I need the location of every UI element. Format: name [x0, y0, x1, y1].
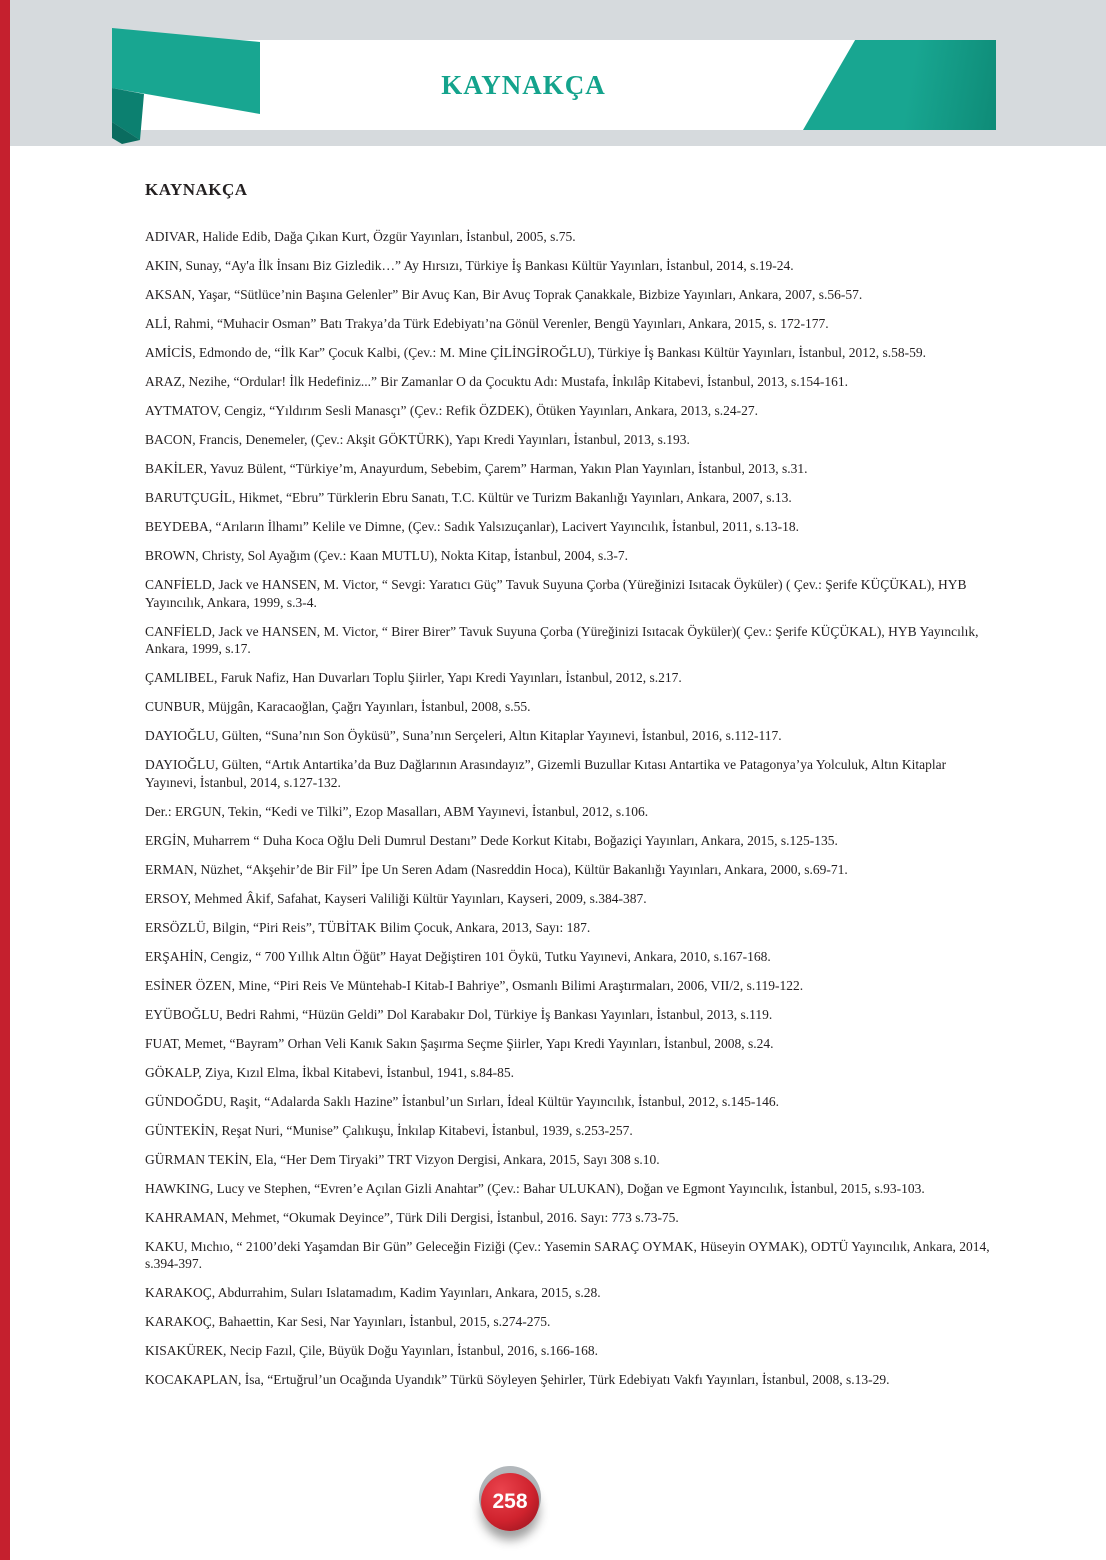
header-title-band: [136, 40, 996, 130]
left-edge-stripe: [0, 0, 10, 1560]
bibliography-entry: AYTMATOV, Cengiz, “Yıldırım Sesli Manasçı” (Çev.: Refik ÖZDEK), Ötüken Yayınları, Ankara, 2013, s.24-27.: [145, 403, 759, 418]
bibliography-entry: EYÜBOĞLU, Bedri Rahmi, “Hüzün Geldi” Dol Karabakır Dol, Türkiye İş Bankası Yayınları, İstanbul, 2013, s.119.: [145, 1006, 773, 1022]
bibliography-entry: BAKİLER, Yavuz Bülent, “Türkiye’m, Anayurdum, Sebebim, Çarem” Harman, Yakın Plan Yayınları, İstanbul, 2013, s.31.: [145, 461, 808, 476]
bibliography-entry: ERGİN, Muharrem “ Duha Koca Oğlu Deli Dumrul Destanı” Dede Korkut Kitabı, Boğaziçi Yayınları, Ankara, 2015, s.125-135.: [145, 832, 838, 848]
bibliography-entry: ERMAN, Nüzhet, “Akşehir’de Bir Fil” İpe Un Seren Adam (Nasreddin Hoca), Kültür Bakanlığı Yayınları, Ankara, 2000, s.69-71.: [145, 861, 848, 877]
ribbon-decoration-left: [110, 26, 260, 144]
bibliography-entry: AMİCİS, Edmondo de, “İlk Kar” Çocuk Kalbi, (Çev.: M. Mine ÇİLİNGİROĞLU), Türkiye İş Bankası Kültür Yayınları, İstanbul, 2012, s.58-59.: [145, 345, 927, 360]
bibliography-entry: ERSÖZLÜ, Bilgin, “Piri Reis”, TÜBİTAK Bilim Çocuk, Ankara, 2013, Sayı: 187.: [145, 919, 591, 935]
bibliography-entry: FUAT, Memet, “Bayram” Orhan Veli Kanık Sakın Şaşırma Seçme Şiirler, Yapı Kredi Yayınları, İstanbul, 2008, s.24.: [145, 1035, 774, 1051]
bibliography-entry: CUNBUR, Müjgân, Karacaoğlan, Çağrı Yayınları, İstanbul, 2008, s.55.: [145, 699, 531, 714]
header-title: KAYNAKÇA: [441, 70, 606, 100]
bibliography-entry: DAYIOĞLU, Gülten, “Suna’nın Son Öyküsü”, Suna’nın Serçeleri, Altın Kitaplar Yayınevi, İstanbul, 2016, s.112-117.: [145, 728, 782, 743]
bibliography-entry: KISAKÜREK, Necip Fazıl, Çile, Büyük Doğu Yayınları, İstanbul, 2016, s.166-168.: [145, 1343, 598, 1358]
bibliography-entry: KOCAKAPLAN, İsa, “Ertuğrul’un Ocağında Uyandık” Türkü Söyleyen Şehirler, Türk Edebiyatı Vakfı Yayınları, İstanbul, 2008, s.13-29.: [145, 1372, 890, 1387]
bibliography-entry: KARAKOÇ, Abdurrahim, Suları Islatamadım, Kadim Yayınları, Ankara, 2015, s.28.: [145, 1285, 601, 1300]
bibliography-entry: KAKU, Mıchıo, “ 2100’deki Yaşamdan Bir Gün” Geleceğin Fiziği (Çev.: Yasemin SARAÇ OYMAK, Hüseyin OYMAK), ODTÜ Yayıncılık, Ankara, 2014, s.394-397.: [145, 1238, 990, 1271]
bibliography-entry: GÜNTEKİN, Reşat Nuri, “Munise” Çalıkuşu, İnkılap Kitabevi, İstanbul, 1939, s.253-257.: [145, 1122, 633, 1138]
bibliography-entry: CANFİELD, Jack ve HANSEN, M. Victor, “ Birer Birer” Tavuk Suyuna Çorba (Yüreğinizi Isıtacak Öyküler)( Çev.: Şerife KÜÇÜKAL), HYB Yayıncılık, Ankara, 1999, s.17.: [145, 623, 979, 656]
bibliography-entry: ADIVAR, Halide Edib, Dağa Çıkan Kurt, Özgür Yayınları, İstanbul, 2005, s.75.: [145, 229, 576, 244]
bibliography-list: [145, 228, 990, 1389]
bibliography-entry: AKSAN, Yaşar, “Sütlüce’nin Başına Gelenler” Bir Avuç Kan, Bir Avuç Toprak Çanakkale, Bizbize Yayınları, Ankara, 2007, s.56-57.: [145, 287, 863, 302]
bibliography-entry: HAWKING, Lucy ve Stephen, “Evren’e Açılan Gizli Anahtar” (Çev.: Bahar ULUKAN), Doğan ve Egmont Yayıncılık, İstanbul, 2015, s.93-103.: [145, 1180, 925, 1196]
bibliography-entry: BROWN, Christy, Sol Ayağım (Çev.: Kaan MUTLU), Nokta Kitap, İstanbul, 2004, s.3-7.: [145, 548, 628, 563]
badge-circle: [481, 1473, 539, 1531]
bibliography-entry: ALİ, Rahmi, “Muhacir Osman” Batı Trakya’da Türk Edebiyatı’na Gönül Verenler, Bengü Yayınları, Ankara, 2015, s. 172-177.: [145, 316, 829, 331]
bibliography-entry: ÇAMLIBEL, Faruk Nafiz, Han Duvarları Toplu Şiirler, Yapı Kredi Yayınları, İstanbul, 2012, s.217.: [145, 670, 682, 685]
section-heading: KAYNAKÇA: [145, 180, 248, 199]
bibliography-entry: DAYIOĞLU, Gülten, “Artık Antartika’da Buz Dağlarının Arasındayız”, Gizemli Buzullar Kıtası Antartika ve Patagonya’ya Yolculuk, Altın Kitaplar Yayınevi, İstanbul, 2014, s.127-132.: [145, 757, 947, 790]
bibliography-entry: CANFİELD, Jack ve HANSEN, M. Victor, “ Sevgi: Yaratıcı Güç” Tavuk Suyuna Çorba (Yüreğinizi Isıtacak Öyküler) ( Çev.: Şerife KÜÇÜKAL), HYB Yayıncılık, Ankara, 1999, s.3-4.: [145, 577, 967, 610]
bibliography-entry: BARUTÇUGİL, Hikmet, “Ebru” Türklerin Ebru Sanatı, T.C. Kültür ve Turizm Bakanlığı Yayınları, Ankara, 2007, s.13.: [145, 490, 792, 505]
bibliography-entry: KAHRAMAN, Mehmet, “Okumak Deyince”, Türk Dili Dergisi, İstanbul, 2016. Sayı: 773 s.73-75.: [145, 1209, 679, 1225]
bibliography-entry: KARAKOÇ, Bahaettin, Kar Sesi, Nar Yayınları, İstanbul, 2015, s.274-275.: [145, 1314, 551, 1329]
bibliography-entry: Der.: ERGUN, Tekin, “Kedi ve Tilki”, Ezop Masalları, ABM Yayınevi, İstanbul, 2012, s.106.: [145, 803, 649, 819]
bibliography-entry: BACON, Francis, Denemeler, (Çev.: Akşit GÖKTÜRK), Yapı Kredi Yayınları, İstanbul, 2013, s.193.: [145, 432, 690, 447]
bibliography-entry: ERSOY, Mehmed Âkif, Safahat, Kayseri Valiliği Kültür Yayınları, Kayseri, 2009, s.384-387.: [145, 890, 647, 906]
bibliography-entry: AKIN, Sunay, “Ay'a İlk İnsanı Biz Gizledik…” Ay Hırsızı, Türkiye İş Bankası Kültür Yayınları, İstanbul, 2014, s.19-24.: [145, 258, 794, 273]
bibliography-entry: BEYDEBA, “Arıların İlhamı” Kelile ve Dimne, (Çev.: Sadık Yalsızuçanlar), Lacivert Yayıncılık, İstanbul, 2011, s.13-18.: [145, 519, 799, 534]
bibliography-section: [145, 180, 990, 1400]
bibliography-entry: ERŞAHİN, Cengiz, “ 700 Yıllık Altın Öğüt” Hayat Değiştiren 101 Öykü, Tutku Yayınevi, Ankara, 2010, s.167-168.: [145, 948, 771, 964]
page-number-badge: [478, 1464, 542, 1540]
bibliography-entry: ESİNER ÖZEN, Mine, “Piri Reis Ve Müntehab-I Kitab-I Bahriye”, Osmanlı Bilimi Araştırmaları, 2006, VII/2, s.119-122.: [145, 977, 804, 993]
bibliography-entry: GÖKALP, Ziya, Kızıl Elma, İkbal Kitabevi, İstanbul, 1941, s.84-85.: [145, 1064, 514, 1080]
bibliography-entry: ARAZ, Nezihe, “Ordular! İlk Hedefiniz...” Bir Zamanlar O da Çocuktu Adı: Mustafa, İnkılâp Kitabevi, İstanbul, 2013, s.154-161.: [145, 374, 848, 389]
bibliography-entry: GÜNDOĞDU, Raşit, “Adalarda Saklı Hazine” İstanbul’un Sırları, İdeal Kültür Yayıncılık, İstanbul, 2012, s.145-146.: [145, 1093, 780, 1109]
page-number: 258: [492, 1490, 528, 1513]
bibliography-entry: GÜRMAN TEKİN, Ela, “Her Dem Tiryaki” TRT Vizyon Dergisi, Ankara, 2015, Sayı 308 s.10.: [145, 1151, 660, 1167]
